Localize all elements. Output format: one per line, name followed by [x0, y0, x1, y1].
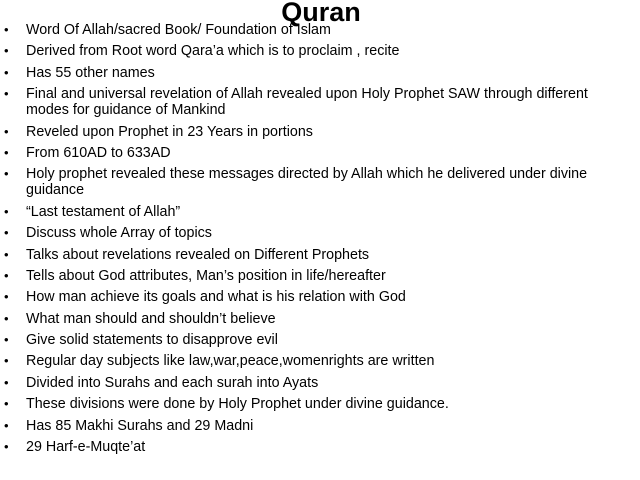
bullet-item [4, 268, 634, 284]
bullet-item [4, 225, 634, 241]
bullet-text: What man should and shouldn’t believe [26, 310, 276, 327]
bullet-dot-icon: • [4, 246, 9, 262]
bullet-dot-icon: • [4, 332, 9, 348]
bullet-item [4, 43, 634, 59]
bullet-item [4, 145, 634, 161]
bullet-dot-icon: • [4, 203, 9, 219]
bullet-text: “Last testament of Allah” [26, 203, 181, 220]
bullet-item [4, 311, 634, 327]
bullet-text: How man achieve its goals and what is his relation with God [26, 289, 406, 306]
bullet-text: Reveled upon Prophet in 23 Years in portions [26, 123, 313, 140]
bullet-dot-icon: • [4, 417, 9, 433]
bullet-text: Word Of Allah/sacred Book/ Foundation of Islam [26, 22, 331, 38]
bullet-item [4, 86, 634, 118]
bullet-text: Has 55 other names [26, 64, 155, 81]
bullet-dot-icon: • [4, 123, 9, 139]
bullet-dot-icon: • [4, 43, 9, 59]
bullet-item [4, 166, 634, 198]
bullet-dot-icon: • [4, 374, 9, 390]
bullet-item [4, 375, 634, 391]
bullet-dot-icon: • [4, 310, 9, 326]
bullet-item [4, 204, 634, 220]
bullet-item [4, 353, 634, 369]
bullet-dot-icon: • [4, 225, 9, 241]
bullet-text: Holy prophet revealed these messages directed by Allah which he delivered under divine guidance [26, 166, 588, 199]
bullet-text: 29 Harf-e-Muqte’at [26, 439, 146, 456]
bullet-item [4, 289, 634, 305]
bullet-text: Discuss whole Array of topics [26, 225, 212, 242]
bullet-text: Derived from Root word Qara’a which is to proclaim , recite [26, 43, 400, 60]
bullet-text: These divisions were done by Holy Prophet under divine guidance. [26, 396, 449, 413]
bullet-item [4, 332, 634, 348]
bullet-text: Regular day subjects like law,war,peace,womenrights are written [26, 353, 435, 370]
slide-title: Quran [281, 0, 361, 27]
bullet-dot-icon: • [4, 144, 9, 160]
bullet-item [4, 439, 634, 455]
bullet-text: Divided into Surahs and each surah into Ayats [26, 374, 319, 391]
bullet-list [4, 22, 634, 460]
bullet-text: Tells about God attributes, Man’s position in life/hereafter [26, 267, 386, 284]
bullet-dot-icon: • [4, 64, 9, 80]
bullet-dot-icon: • [4, 267, 9, 283]
bullet-dot-icon: • [4, 166, 9, 182]
bullet-text: Give solid statements to disapprove evil [26, 332, 278, 349]
bullet-item [4, 247, 634, 263]
bullet-item [4, 124, 634, 140]
bullet-item [4, 22, 634, 38]
bullet-dot-icon: • [4, 289, 9, 305]
bullet-dot-icon: • [4, 353, 9, 369]
bullet-text: Talks about revelations revealed on Different Prophets [26, 246, 370, 263]
bullet-text: Has 85 Makhi Surahs and 29 Madni [26, 417, 254, 434]
bullet-text: Final and universal revelation of Allah revealed upon Holy Prophet SAW through different modes for guidance of Mankind [26, 86, 588, 119]
bullet-dot-icon: • [4, 86, 9, 102]
bullet-item [4, 396, 634, 412]
bullet-dot-icon: • [4, 396, 9, 412]
bullet-dot-icon: • [4, 22, 9, 37]
bullet-text: From 610AD to 633AD [26, 144, 171, 161]
bullet-item [4, 65, 634, 81]
bullet-item [4, 418, 634, 434]
bullet-dot-icon: • [4, 439, 9, 455]
